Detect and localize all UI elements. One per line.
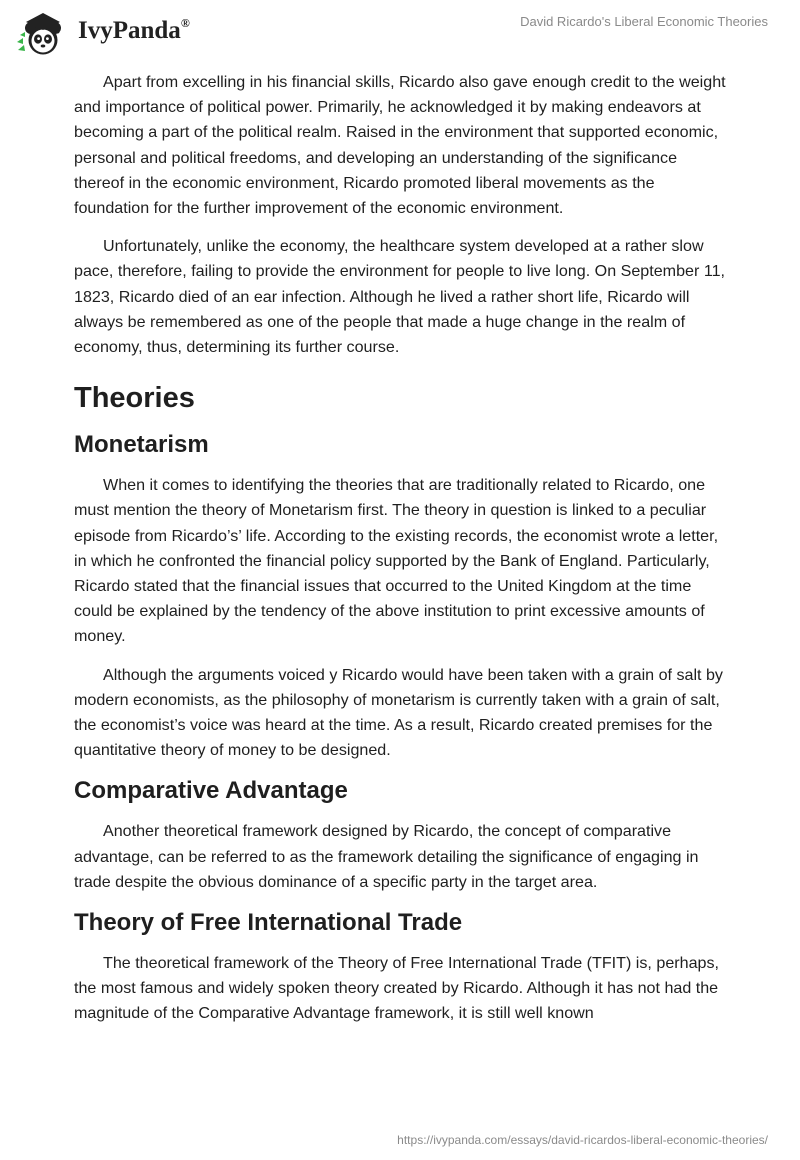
panda-graduate-icon [14, 8, 76, 58]
heading-free-international-trade: Theory of Free International Trade [74, 909, 463, 937]
document-title: David Ricardo's Liberal Economic Theories [520, 14, 768, 29]
paragraph-political-power: Apart from excelling in his financial skills, Ricardo also gave enough credit to the weight and importance of political power. Primarily, he acknowledged it by making endeavors at becoming a part of the political realm. Raised in the environment that supported economic, personal and political freedoms, and developing an understanding of the significance thereof in the economic environment, Ricardo promoted liberal movements as the foundation for the further improvement of the economic environment. [74, 73, 726, 218]
paragraph-monetarism-1: When it comes to identifying the theories that are traditionally related to Ricardo, one must mention the theory of Monetarism first. The theory in question is linked to a peculiar episode from Ricardo’s’ life. According to the existing records, the economist wrote a letter, in which he confronted the financial policy supported by the Bank of England. Particularly, Ricardo stated that the financial issues that occurred to the United Kingdom at the time could be explained by the tendency of the above institution to print excessive amounts of money. [74, 476, 719, 646]
article-body [74, 70, 728, 1040]
paragraph-comparative-advantage: Another theoretical framework designed by Ricardo, the concept of comparative advantage, can be referred to as the framework detailing the significance of engaging in trade despite the obvious dominance of a specific party in the target area. [74, 822, 699, 891]
source-url[interactable]: https://ivypanda.com/essays/david-ricardos-liberal-economic-theories/ [397, 1133, 768, 1147]
paragraph-monetarism-2: Although the arguments voiced y Ricardo would have been taken with a grain of salt by modern economists, as the philosophy of monetarism is currently taken with a grain of salt, the economist’s voice was heard at the time. As a result, Ricardo created premises for the quantitative theory of money to be designed. [74, 665, 723, 760]
ivypanda-logo[interactable] [14, 8, 214, 58]
heading-monetarism: Monetarism [74, 431, 209, 459]
brand-name: IvyPanda® [78, 15, 190, 44]
paragraph-free-trade: The theoretical framework of the Theory of Free International Trade (TFIT) is, perhaps, the most famous and widely spoken theory created by Ricardo. Although it has not had the magnitude of the Comparative Advantage framework, it is still well known [74, 954, 720, 1023]
page-header [0, 0, 800, 70]
paragraph-death: Unfortunately, unlike the economy, the healthcare system developed at a rather slow pace, therefore, failing to provide the environment for people to live long. On September 11, 1823, Ricardo died of an ear infection. Although he lived a rather short life, Ricardo will always be remembered as one of the people that made a huge change in the realm of economy, thus, determining its further course. [74, 237, 725, 357]
heading-comparative-advantage: Comparative Advantage [74, 777, 348, 805]
heading-theories: Theories [74, 382, 195, 415]
